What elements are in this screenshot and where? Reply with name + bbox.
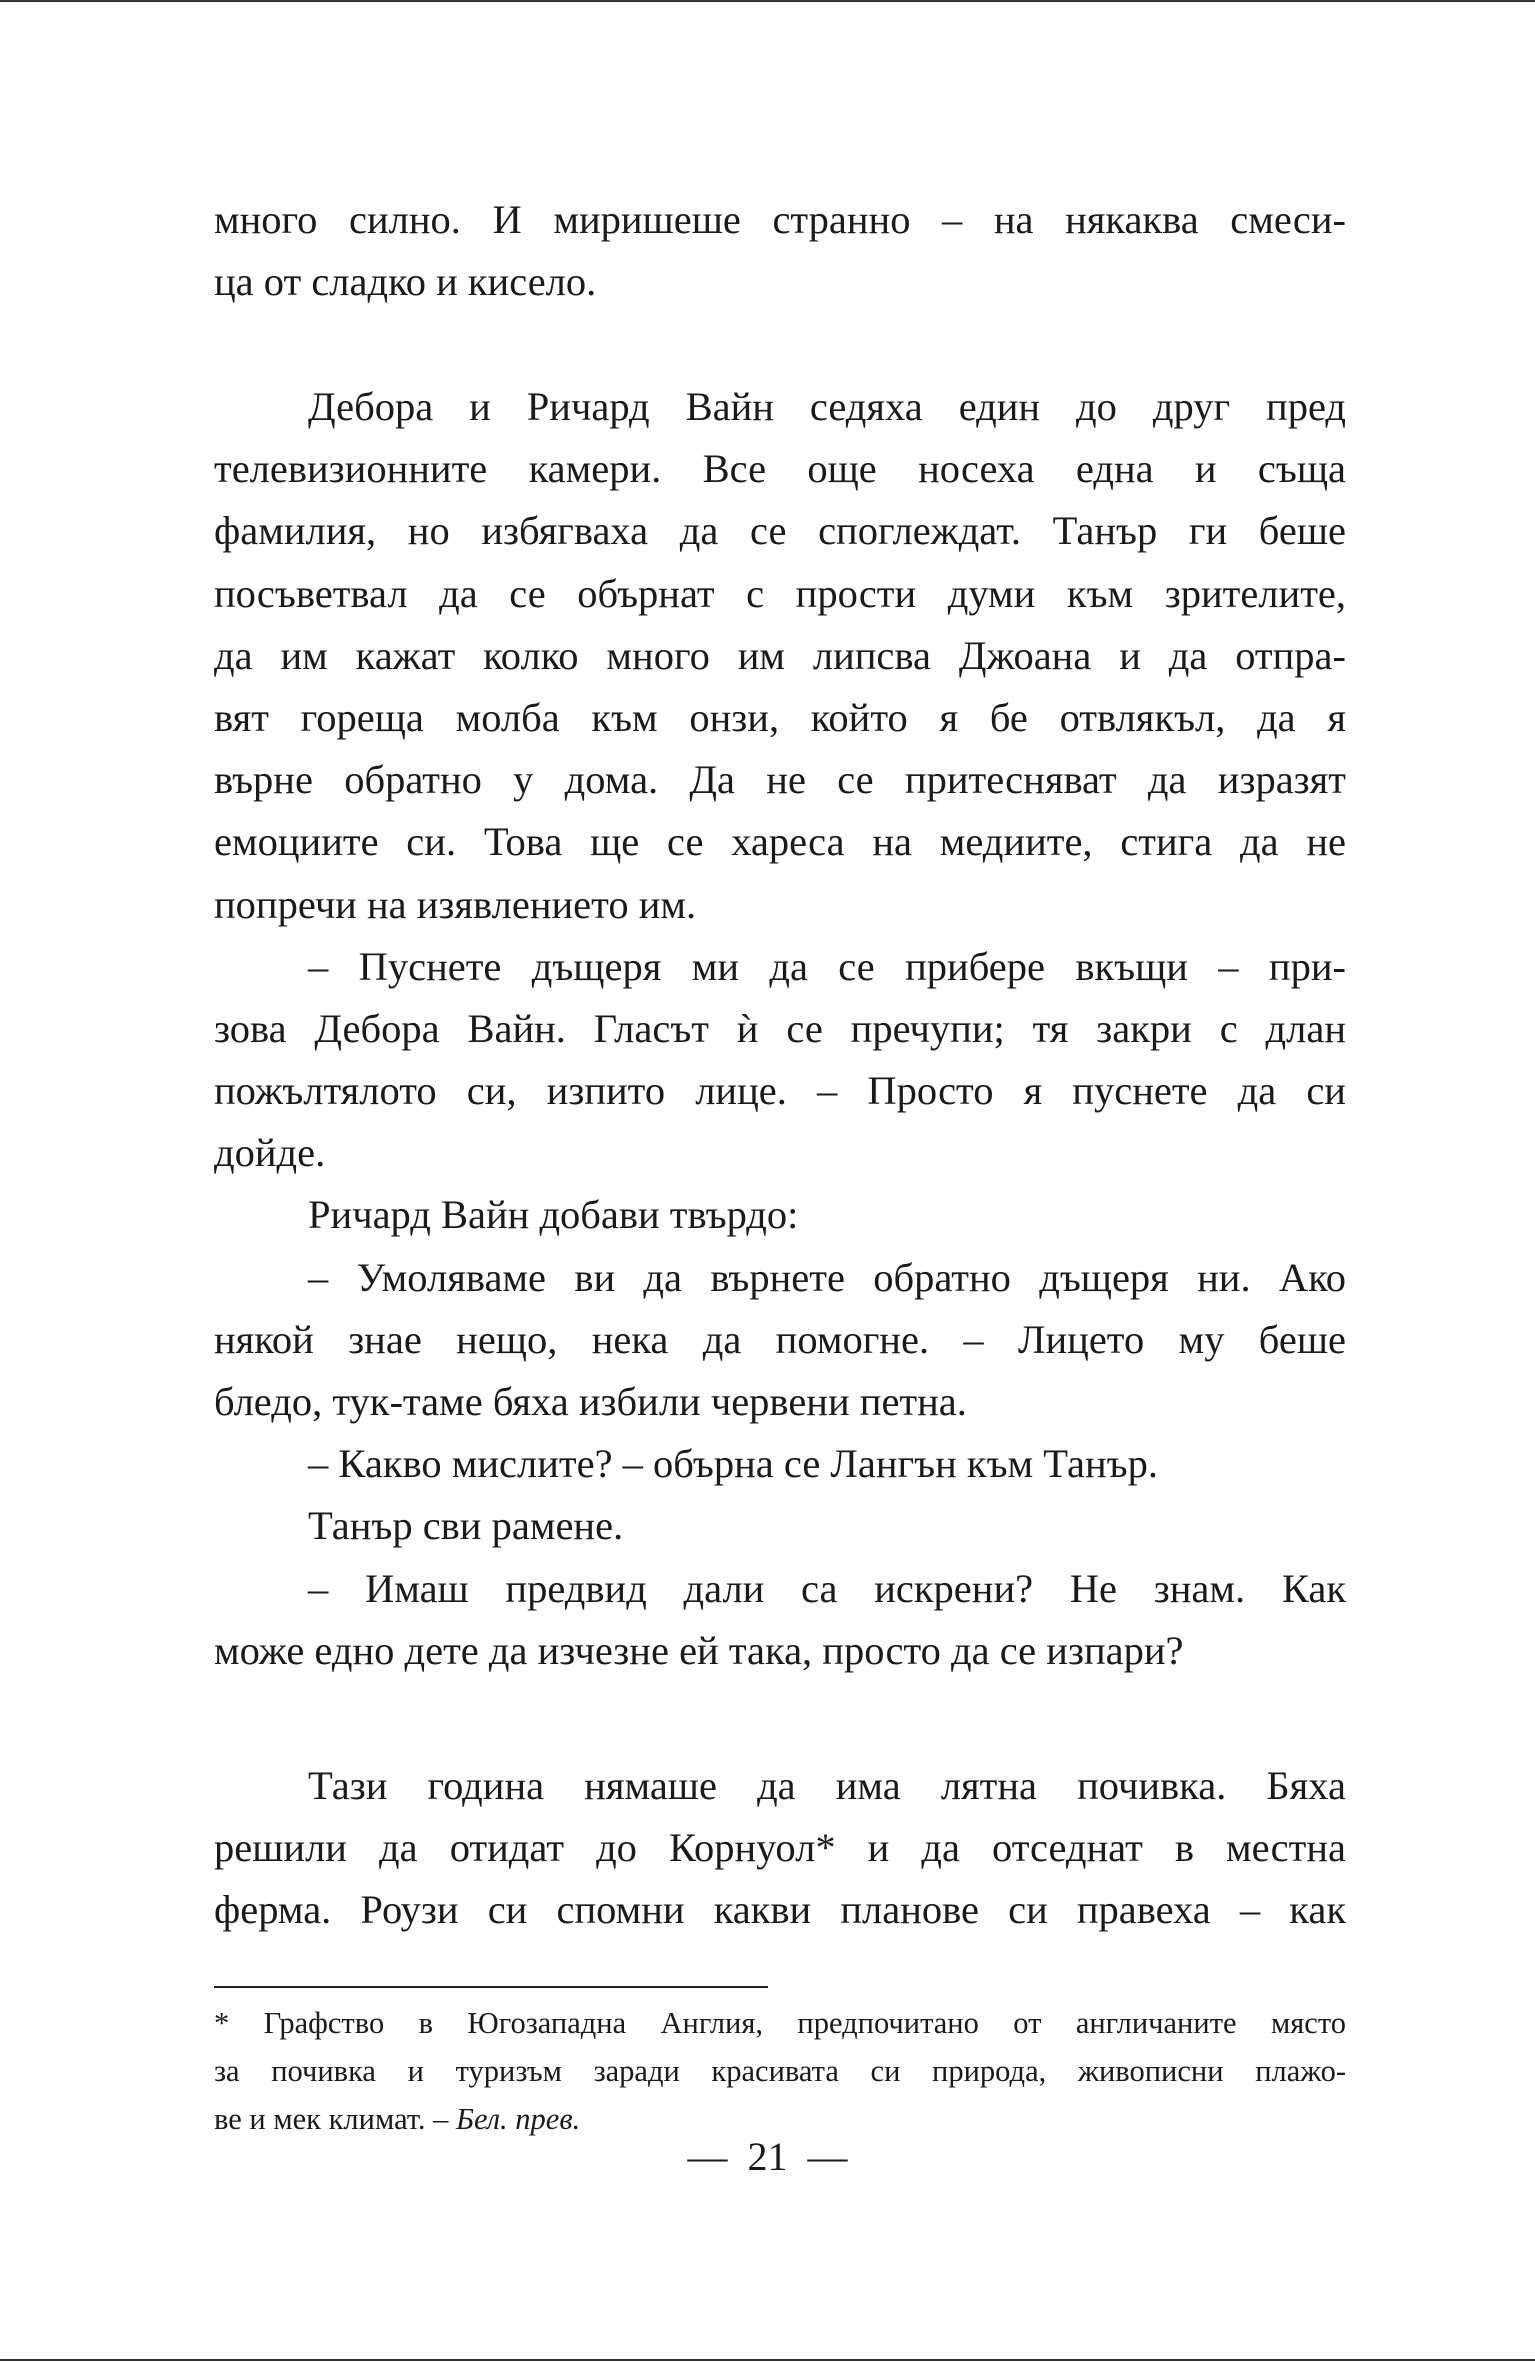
footnote-line: * Графство в Югозападна Англия, предпочитано от англичаните място xyxy=(214,2006,1346,2040)
text-line: попречи на изявлението им. xyxy=(214,881,697,927)
text-line: – Пуснете дъщеря ми да се прибере вкъщи – при- xyxy=(308,943,1346,989)
text-line: ца от сладко и кисело. xyxy=(214,259,597,305)
text-line: върне обратно у дома. Да не се притесняват да изразят xyxy=(214,757,1346,803)
paragraph-1 xyxy=(214,189,1346,313)
text-line: емоциите си. Това ще се хареса на медиите, стига да не xyxy=(214,819,1346,865)
text-line: някой знае нещо, нека да помогне. – Лицето му беше xyxy=(214,1316,1346,1362)
text-line: – Умоляваме ви да върнете обратно дъщеря ни. Ако xyxy=(308,1254,1346,1300)
text-line: решили да отидат до Корнуол* и да отседнат в местна xyxy=(214,1825,1346,1871)
page-number: — 21 — xyxy=(687,2134,848,2179)
text-line: Ричард Вайн добави твърдо: xyxy=(308,1192,799,1238)
text-line: – Имаш предвид дали са искрени? Не знам. Как xyxy=(308,1565,1346,1611)
footnote-line: за почивка и туризъм заради красивата си природа, живописни плажо- xyxy=(214,2054,1346,2088)
paragraph-4 xyxy=(214,1184,1346,1246)
text-line: Танър сви рамене. xyxy=(308,1503,624,1549)
translator-note: Бел. прев. xyxy=(455,2102,581,2136)
page-bottom-border xyxy=(0,2359,1535,2361)
footnote-separator xyxy=(214,1986,768,1988)
paragraph-3 xyxy=(214,936,1346,1185)
text-line: Тази година нямаше да има лятна почивка. Бяха xyxy=(308,1763,1346,1808)
paragraph-7 xyxy=(214,1495,1346,1557)
text-line: фамилия, но избягваха да се споглеждат. Танър ги беше xyxy=(214,508,1346,554)
text-line: телевизионните камери. Все още носеха една и съща xyxy=(214,446,1346,492)
text-line: да им кажат колко много им липсва Джоана и да отпра- xyxy=(214,632,1346,678)
text-line: много силно. И миришеше странно – на някаква смеси- xyxy=(214,197,1346,242)
footnote xyxy=(214,1999,1346,2143)
text-line: бледо, тук-таме бяха избили червени петна. xyxy=(214,1379,967,1424)
paragraph-9 xyxy=(214,1755,1346,1942)
text-line: дойде. xyxy=(214,1130,326,1176)
paragraph-2 xyxy=(214,376,1346,936)
text-line: вят гореща молба към онзи, който я бе отвлякъл, да я xyxy=(214,694,1346,740)
paragraph-6 xyxy=(214,1433,1346,1495)
page-top-border xyxy=(0,0,1535,2)
paragraph-8 xyxy=(214,1558,1346,1682)
text-line: посъветвал да се обърнат с прости думи към зрителите, xyxy=(214,570,1346,616)
paragraph-5 xyxy=(214,1247,1346,1434)
text-line: зова Дебора Вайн. Гласът ѝ се пречупи; тя закри с длан xyxy=(214,1005,1346,1051)
text-line: може едно дете да изчезне ей така, просто да се изпари? xyxy=(214,1627,1184,1673)
footnote-text: ве и мек климат. – xyxy=(214,2102,456,2136)
text-line: Дебора и Ричард Вайн седяха един до друг пред xyxy=(308,384,1346,429)
text-line: – Какво мислите? – обърна се Лангън към Танър. xyxy=(308,1441,1158,1487)
main-text-block xyxy=(214,376,1346,1682)
text-line: ферма. Роузи си спомни какви планове си правеха – как xyxy=(214,1887,1346,1933)
text-line: пожълтялото си, изпито лице. – Просто я пуснете да си xyxy=(214,1068,1346,1114)
